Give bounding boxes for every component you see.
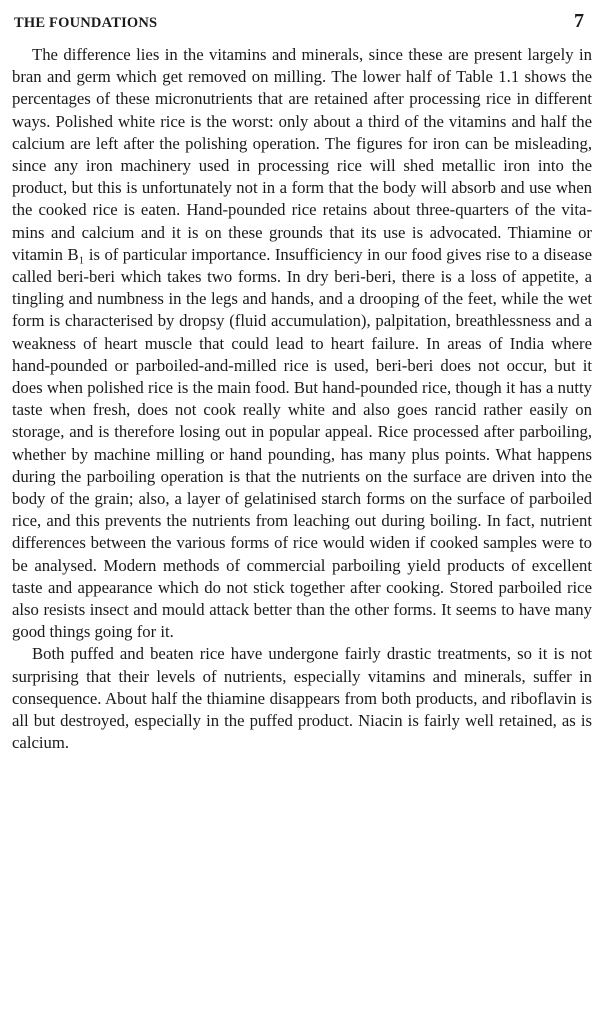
book-page	[12, 10, 592, 755]
running-title: THE FOUNDATIONS	[14, 15, 158, 31]
paragraph-2: Both puffed and beaten rice have undergone fairly drastic treatments, so it is not surprising that their levels of nutrients, especially vitamins and minerals, suffer in consequence. About half the thiamine disappears from both products, and riboflavin is all but destroyed, especially in the puffed product. Niacin is fairly well retained, as is calcium.	[12, 644, 592, 753]
running-header	[12, 10, 592, 34]
page-number: 7	[574, 10, 584, 32]
paragraph-1: The difference lies in the vitamins and minerals, since these are present largely in bran and germ which get removed on milling. The lower half of Table 1.1 shows the percentages of these micronutrients that are retained after processing rice in different ways. Polished white rice is the worst: only about a third of the vitamins and half the calcium are left after the polishing operation. The figures for iron can be misleading, since any iron machinery used in processing rice will shed metallic iron into the product, but this is unfortunately not in a form that the body will absorb and use when the cooked rice is eaten. Hand-pounded rice retains about three-quarters of the vitamins and calcium and it is on these grounds that its use is advocated. Thiamine or vitamin B₁ is of particular importance. Insufficiency in our food gives rise to a disease called beri-beri which takes two forms. In dry beri-beri, there is a loss of appetite, a tingling and numbness in the legs and hands, and a drooping of the feet, while the wet form is characterised by dropsy (fluid accumulation), palpitation, breathlessness and a weakness of heart muscle that could lead to heart failure. In areas of India where hand-pounded or parboiled-and-milled rice is used, beri-beri does not occur, but it does when polished rice is the main food. But hand-pounded rice, though it has a nutty taste when fresh, does not cook really white and also goes rancid rather easily on storage, and is therefore losing out in popular appeal. Rice processed after parboiling, whether by machine milling or hand pounding, has many plus points. What happens during the parboiling operation is that the nutrients on the surface are driven into the body of the grain; also, a layer of gelatinised starch forms on the surface of parboiled rice, and this prevents the nutrients from leaching out during boiling. In fact, nutrient differences between the various forms of rice would widen if cooked samples were to be analysed. Modern methods of commercial parboiling yield products of excellent taste and appearance which do not stick together after cooking. Stored parboiled rice also resists insect and mould attack better than the other forms. It seems to have many good things going for it.	[12, 45, 592, 642]
body-text	[12, 44, 592, 755]
